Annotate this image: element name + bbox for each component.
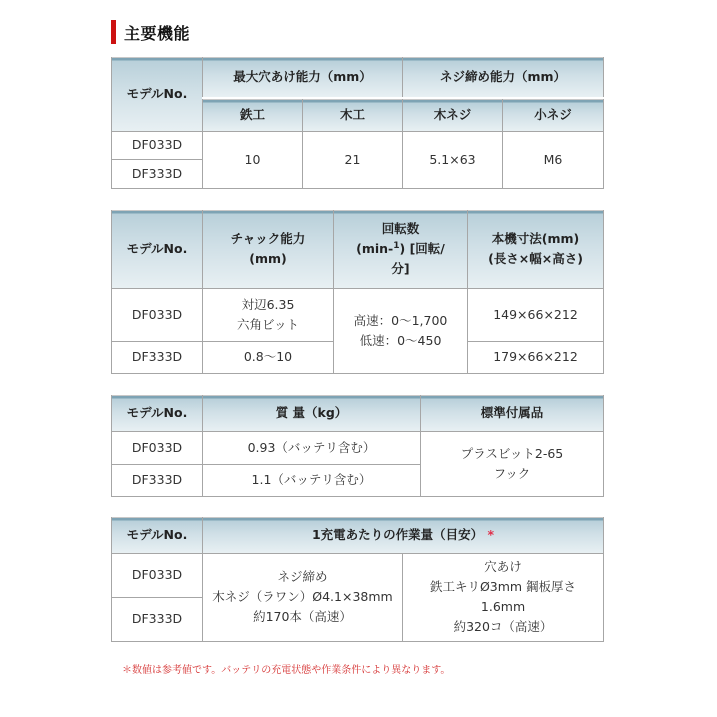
work-per-charge-table [111, 515, 604, 642]
accessory-value [421, 431, 604, 496]
machine-screw-header: 小ネジ [503, 98, 604, 131]
model-cell: DF333D [112, 464, 203, 496]
rpm-header-line: 回転数 [381, 220, 420, 236]
rotation-speed-value [334, 288, 468, 373]
chuck-speed-dimension-table [111, 208, 604, 374]
screwing-work-value [203, 553, 403, 641]
screw-line: ネジ締め [277, 569, 328, 584]
weight-accessory-table [111, 393, 604, 497]
wood-screw-header: 木ネジ [403, 98, 503, 131]
weight-header: 質 量（kg） [203, 394, 421, 431]
drilling-work-value [403, 553, 604, 641]
chuck-header-unit: (mm) [249, 250, 287, 266]
dimensions-value: 149×66×212 [468, 288, 604, 341]
chuck-value-line: 対辺6.35 [241, 296, 295, 312]
footnote: ＊数値は参考値です。バッテリの充電状態や作業条件により異なります。 [122, 665, 451, 676]
model-cell: DF033D [112, 553, 203, 597]
chuck-value-line: 六角ビット [236, 316, 299, 332]
model-cell: DF333D [112, 159, 203, 188]
model-cell: DF333D [112, 597, 203, 641]
drilling-capacity-header: 最大穴あけ能力（mm） [203, 56, 403, 98]
rpm-header-unit [338, 239, 463, 259]
model-header: モデルNo. [112, 56, 203, 131]
model-header: モデルNo. [112, 209, 203, 288]
drill-line: 約320コ（高速） [453, 619, 553, 634]
dim-header-line: 本機寸法(mm) [491, 230, 580, 246]
chuck-header-line: チャック能力 [230, 230, 306, 246]
drill-line: 鉄工キリØ3mm 鋼板厚さ [429, 579, 577, 594]
wood-value: 21 [303, 131, 403, 188]
asterisk-mark: * [487, 526, 495, 542]
chuck-value: 0.8～10 [203, 341, 334, 373]
steel-value: 10 [203, 131, 303, 188]
rpm-unit-a: (min- [356, 240, 394, 256]
section-title [111, 20, 190, 44]
wood-header: 木工 [303, 98, 403, 131]
dimensions-value: 179×66×212 [468, 341, 604, 373]
work-header-text: 1充電あたりの作業量（目安） [311, 526, 484, 542]
accessory-line: フック [493, 465, 531, 481]
drill-line: 1.6mm [480, 599, 526, 614]
model-header: モデルNo. [112, 394, 203, 431]
weight-value: 0.93（バッテリ含む） [203, 431, 421, 464]
rotation-speed-header [334, 209, 468, 288]
work-per-charge-header [203, 516, 604, 553]
machine-screw-value: M6 [503, 131, 604, 188]
screw-line: 木ネジ（ラワン）Ø4.1×38mm [212, 589, 393, 604]
steel-header: 鉄工 [203, 98, 303, 131]
chuck-capacity-header [203, 209, 334, 288]
model-cell: DF033D [112, 431, 203, 464]
weight-value: 1.1（バッテリ含む） [203, 464, 421, 496]
low-speed-value: 低速：0～450 [359, 332, 442, 348]
screwing-capacity-header: ネジ締め能力（mm） [403, 56, 604, 98]
model-cell: DF333D [112, 341, 203, 373]
accessory-header: 標準付属品 [421, 394, 604, 431]
model-header: モデルNo. [112, 516, 203, 553]
model-cell: DF033D [112, 131, 203, 159]
wood-screw-value: 5.1×63 [403, 131, 503, 188]
section-title-text: 主要機能 [124, 23, 191, 43]
rpm-header-tail: 分] [391, 260, 410, 276]
capacity-table [111, 55, 604, 189]
dim-header-sub: (長さ×幅×高さ) [488, 250, 583, 266]
rpm-unit-b: ) [回転/ [399, 240, 445, 256]
title-accent-bar [111, 20, 116, 44]
accessory-line: プラスビット2-65 [460, 445, 564, 461]
rpm-unit-sup: 1 [393, 240, 400, 251]
high-speed-value: 高速：0～1,700 [353, 312, 448, 328]
chuck-value [203, 288, 334, 341]
model-cell: DF033D [112, 288, 203, 341]
drill-line: 穴あけ [484, 559, 522, 574]
screw-line: 約170本（高速） [253, 609, 352, 624]
dimensions-header [468, 209, 604, 288]
